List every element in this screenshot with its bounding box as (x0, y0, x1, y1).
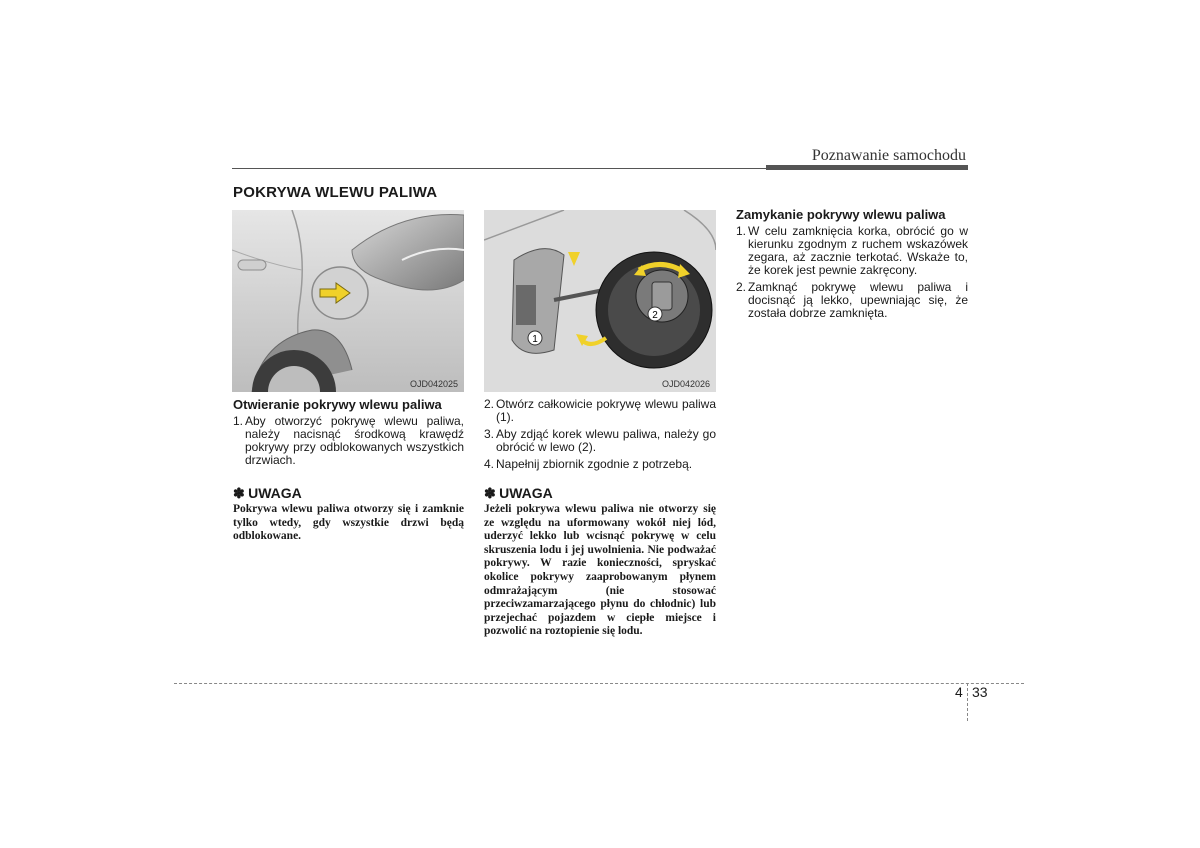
column-1 (233, 398, 464, 544)
step-number: 1. (233, 414, 244, 428)
note-text: Jeżeli pokrywa wlewu paliwa nie otworzy się ze względu na uformowany wokół niej lód, uderzyć lekko lub wcisnąć pokrywę w celu skruszenia lodu i jej uwolnienia. Nie podważać pokrywy. W razie konieczności, spryskać okolice pokrywy zaaprobowanym płynem odmrażającym (nie stosować przeciwzamarzającego płynu do chłodnic) lub przejechać pojazdem w ciepłe miejsce i pozwolić na roztopienie się lodu. (484, 503, 716, 638)
closing-subheading: Zamykanie pokrywy wlewu paliwa (736, 207, 946, 222)
list-item (233, 415, 464, 467)
step-text: W celu zamknięcia korka, obrócić go w kierunku zgodnym z ruchem wskazówek zegara, aż zacznie terkotać. Wskaże to, że korek jest pewnie zakręcony. (748, 224, 968, 277)
list-item (484, 458, 716, 471)
step-number: 4. (484, 457, 495, 471)
step-text: Zamknąć pokrywę wlewu paliwa i docisnąć ją lekko, upewniając się, że została dobrze zamknięta. (748, 280, 968, 320)
header-rule (232, 168, 767, 169)
figure-code: OJD042026 (662, 379, 711, 389)
list-item (736, 225, 968, 277)
column-3 (736, 208, 968, 320)
step-text: Napełnij zbiornik zgodnie z potrzebą. (496, 457, 693, 471)
note-symbol-icon: ✽ (233, 485, 245, 501)
footer-rule (174, 683, 1024, 684)
running-header: Poznawanie samochodu (811, 147, 966, 164)
step-number: 3. (484, 427, 495, 441)
step-number: 2. (736, 280, 747, 294)
fuel-door-open-figure (484, 210, 716, 392)
opening-subheading: Otwieranie pokrywy wlewu paliwa (233, 397, 442, 412)
note-text: Pokrywa wlewu paliwa otworzy się i zamknie tylko wtedy, gdy wszystkie drzwi będą odblokowane. (233, 503, 464, 543)
step-text: Otwórz całkowicie pokrywę wlewu paliwa (1). (496, 397, 716, 424)
column-2 (484, 398, 716, 639)
step-text: Aby zdjąć korek wlewu paliwa, należy go obrócić w lewo (2). (496, 427, 716, 454)
page-number: 33 (972, 684, 988, 700)
note-title: UWAGA (248, 485, 302, 501)
fuel-door-closed-figure (232, 210, 464, 392)
list-item (484, 428, 716, 454)
step-number: 1. (736, 224, 747, 238)
footer-divider (967, 683, 968, 721)
marker-1: 1 (532, 334, 538, 345)
marker-2: 2 (652, 310, 658, 321)
note-heading (233, 487, 464, 501)
chapter-number: 4 (955, 684, 963, 700)
header-bar (766, 165, 968, 170)
fuel-cap-illustration (484, 210, 716, 392)
section-title: POKRYWA WLEWU PALIWA (233, 184, 438, 201)
note-heading (484, 487, 716, 501)
note-symbol-icon: ✽ (484, 485, 496, 501)
step-text: Aby otworzyć pokrywę wlewu paliwa, należy nacisnąć środkową krawędź pokrywy przy odblokowanych wszystkich drzwiach. (245, 414, 464, 467)
car-side-illustration (232, 210, 464, 392)
step-number: 2. (484, 397, 495, 411)
note-title: UWAGA (499, 485, 553, 501)
figure-code: OJD042025 (410, 379, 459, 389)
list-item (484, 398, 716, 424)
list-item (736, 281, 968, 320)
